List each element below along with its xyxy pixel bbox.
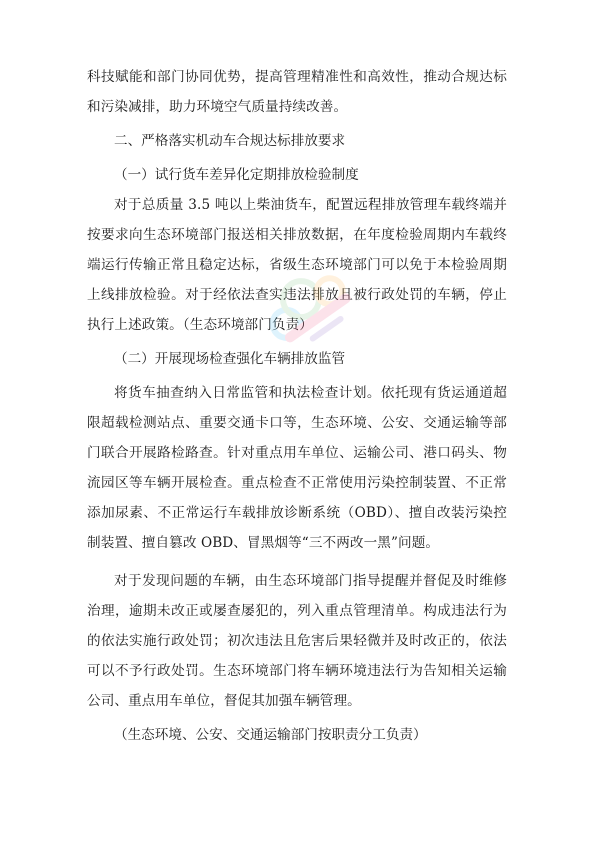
- responsibility-note: （生态环境、公安、交通运输部门按职责分工负责）: [114, 727, 427, 743]
- body-paragraph-continuation: 科技赋能和部门协同优势，提高管理精准性和高效性，推动合规达标和污染减排，助力环境空气质量持续改善。: [87, 69, 507, 115]
- subsection-heading-1: （一）试行货车差异化定期排放检验制度: [114, 167, 359, 183]
- body-paragraph-diesel-trucks: 对于总质量 3.5 吨以上柴油货车，配置远程排放管理车载终端并按要求向生态环境部门报送相关排放数据，在年度检验周期内车载终端运行传输正常且稳定达标，省级生态环境部门可以免于本检验周期上线排放检验。对于经依法查实违法排放且被行政处罚的车辆，停止执行上述政策。（生态环境部门负责）: [87, 197, 507, 333]
- document-body: [87, 62, 507, 750]
- body-paragraph-enforcement: 对于发现问题的车辆，由生态环境部门指导提醒并督促及时维修治理，逾期未改正或屡查屡犯的，列入重点管理清单。构成违法行为的依法实施行政处罚；初次违法且危害后果轻微并及时改正的，依法可以不予行政处罚。生态环境部门将车辆环境违法行为告知相关运输公司、重点用车单位，督促其加强车辆管理。: [87, 573, 507, 709]
- section-heading: 二、严格落实机动车合规达标排放要求: [114, 133, 346, 149]
- body-paragraph-inspection: 将货车抽查纳入日常监管和执法检查计划。依托现有货运通道超限超载检测站点、重要交通卡口等，生态环境、公安、交通运输等部门联合开展路检路查。针对重点用车单位、运输公司、港口码头、物流园区等车辆开展检查。重点检查不正常使用污染控制装置、不正常添加尿素、不正常运行车载排放诊断系统（OBD）、擅自改装污染控制装置、擅自篡改 OBD、冒黑烟等“三不两改一黑”问题。: [87, 385, 507, 551]
- subsection-heading-2: （二）开展现场检查强化车辆排放监管: [114, 351, 346, 367]
